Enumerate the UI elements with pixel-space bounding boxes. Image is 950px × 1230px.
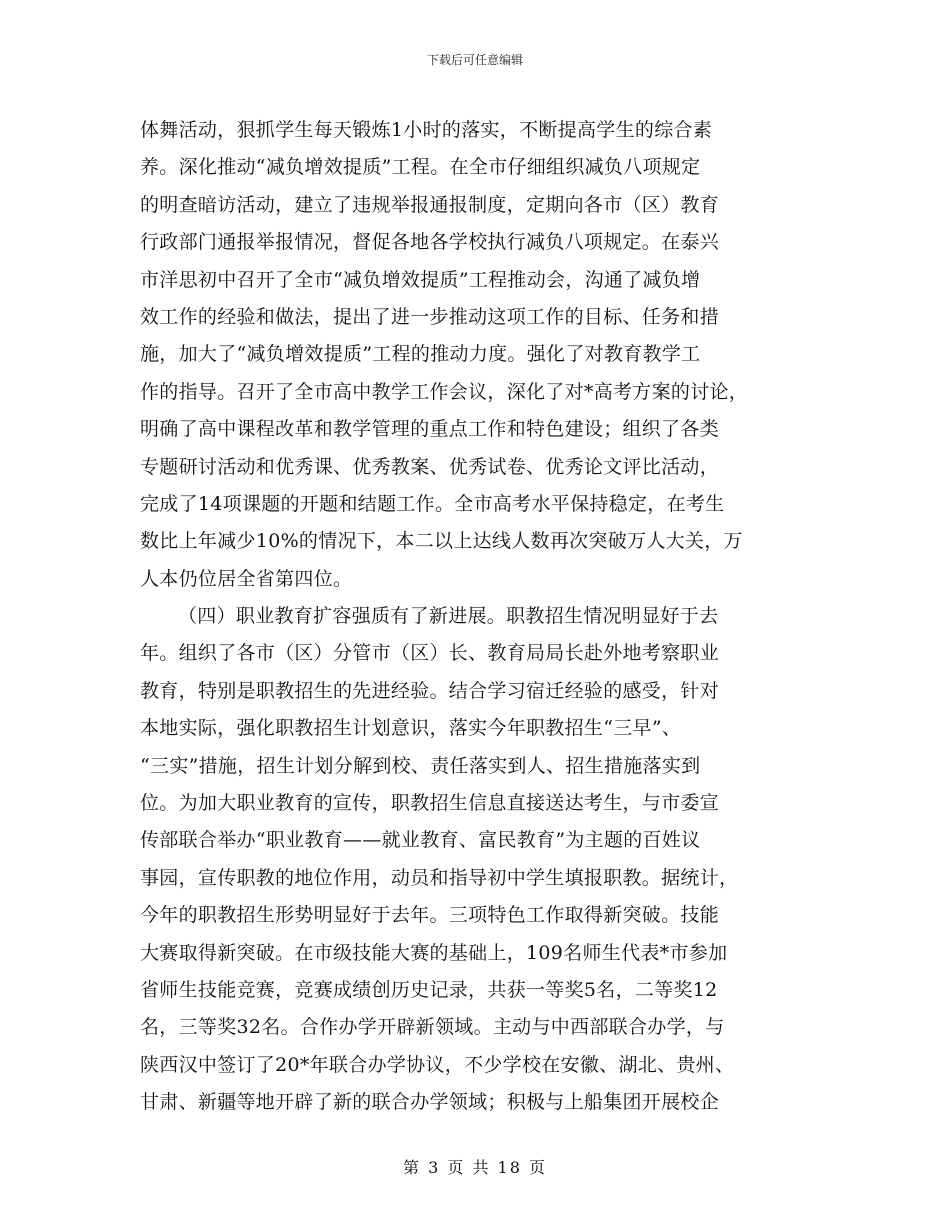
text-line: 甘肃、新疆等地开辟了新的联合办学领域；积极与上船集团开展校企	[140, 1091, 720, 1114]
text-line: 养。深化推动“减负增效提质”工程。在全市仔细组织减负八项规定	[140, 156, 701, 179]
paragraph-heading-line: （四）职业教育扩容强质有了新进展。职教招生情况明显好于去	[178, 605, 719, 628]
text-line: 施，加大了“减负增效提质”工程的推动力度。强化了对教育教学工	[140, 343, 701, 366]
text-line: 市洋思初中召开了全市“减负增效提质”工程推动会，沟通了减负增	[140, 268, 701, 291]
text-line: 陕西汉中签订了20*年联合办学协议，不少学校在安徽、湖北、贵州、	[140, 1053, 735, 1076]
text-line: 今年的职教招生形势明显好于去年。三项特色工作取得新突破。技能	[140, 904, 720, 927]
text-line: 年。组织了各市（区）分管市（区）长、教育局局长赴外地考察职业	[140, 642, 720, 665]
text-line: 行政部门通报举报情况，督促各地各学校执行减负八项规定。在泰兴	[140, 231, 720, 254]
text-line: 专题研讨活动和优秀课、优秀教案、优秀试卷、优秀论文评比活动，	[140, 455, 720, 478]
text-line: 作的指导。召开了全市高中教学工作会议，深化了对*高考方案的讨论，	[140, 380, 749, 403]
text-line: 本地实际，强化职教招生计划意识，落实今年职教招生“三早”、	[140, 717, 682, 740]
page-header: 下载后可任意编辑	[426, 53, 523, 67]
text-line: 明确了高中课程改革和教学管理的重点工作和特色建设；组织了各类	[140, 418, 720, 441]
text-line: 名，三等奖32名。合作办学开辟新领域。主动与中西部联合办学，与	[140, 1016, 725, 1039]
text-line: 大赛取得新突破。在市级技能大赛的基础上，109名师生代表*市参加	[140, 941, 728, 964]
text-line: 完成了14项课题的开题和结题工作。全市高考水平保持稳定，在考生	[140, 492, 725, 515]
text-line: 效工作的经验和做法，提出了进一步推动这项工作的目标、任务和措	[140, 305, 720, 328]
text-line: 体舞活动，狠抓学生每天锻炼1小时的落实，不断提高学生的综合素	[140, 119, 713, 141]
text-line: 的明查暗访活动，建立了违规举报通报制度，定期向各市（区）教育	[140, 193, 720, 216]
page-footer: 第 3 页 共 18 页	[403, 1158, 547, 1177]
text-line: 省师生技能竞赛，竞赛成绩创历史记录，共获一等奖5名，二等奖12	[140, 978, 718, 1001]
document-body	[140, 112, 820, 1122]
text-line: 人本仍位居全省第四位。	[140, 567, 353, 590]
text-line: 事园，宣传职教的地位作用，动员和指导初中学生填报职教。据统计，	[140, 866, 739, 889]
text-line: 传部联合举办“职业教育——就业教育、富民教育”为主题的百姓议	[140, 829, 701, 852]
text-line: 教育，特别是职教招生的先进经验。结合学习宿迁经验的感受，针对	[140, 679, 720, 702]
text-line: 位。为加大职业教育的宣传，职教招生信息直接送达考生，与市委宣	[140, 792, 720, 815]
text-line: “三实”措施，招生计划分解到校、责任落实到人、招生措施落实到	[140, 754, 701, 777]
text-line: 数比上年减少10%的情况下，本二以上达线人数再次突破万人大关，万	[140, 530, 743, 553]
